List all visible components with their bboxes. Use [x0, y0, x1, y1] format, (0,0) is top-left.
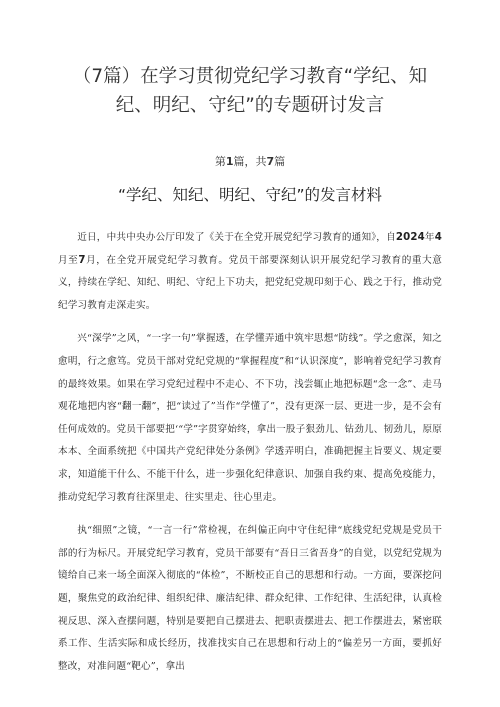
document-title: （7篇）在学习贯彻党纪学习教育“学纪、知纪、明纪、守纪”的专题研讨发言 [72, 66, 428, 116]
section-number: 1 [225, 155, 234, 168]
paragraph-self-check: 执“细照”之镜，“一言一行”常检视，在纠偏正向中守住纪律“底线党纪党规是党员干部的行为标尺。开展党纪学习教育，党员干部要有“吾日三省吾身”的自觉，以党纪党规为镜给自己来一场全面深入彻底的“体检”，不断校正自己的思想和行动。一方面，要深挖问题，聚焦党的政治纪律、组织纪律、廉洁纪律、群众纪律、工作纪律、生活纪律，认真检视反思、深入查摆问题，特别是要把自己摆进去、把职责摆进去、把工作摆进去，紧密联系工作、生活实际和成长经历，找准找实自己在思想和行动上的“偏差另一方面，要抓好整改，对准问题“靶心”，拿出 [58, 525, 442, 672]
intro-text-a: 近日，中共中央办公厅印发了《关于在全党开展党纪学习教育的通知》，自 [77, 232, 396, 243]
section-total: 7 [266, 155, 275, 168]
date-end: 7 [78, 254, 86, 266]
paragraph-deep-study: 兴“深学”之风，“一字一句”掌握透，在学懂弄通中筑牢思想“防线”。学之愈深，知之愈明，行之愈笃。党员干部对党纪党规的“掌握程度”和“认识深度”，影响着党纪学习教育的最终效果。如果在学习党纪过程中不走心、不下功，浅尝辄止地把标题“念一念”、走马观花地把内容“翻一翻”，把“读过了”当作“学懂了”，没有更深一层、更进一步，是不会有任何成效的。党员干部要把‘“学”字贯穿始终，拿出一股子狠劲儿、钻劲儿、韧劲儿，原原本本、全面系统把《中国共产党纪律处分条例》学透弄明白，准确把握主旨要义、规定要求，知道能干什么、不能干什么，进一步强化纪律意识、加强自我约束、提高免疫能力，推动党纪学习教育往深里走、往实里走、往心里走。 [58, 333, 442, 503]
intro-text-b: 月，在全党开展党纪学习教育。党员干部要深刻认识开展党纪学习教育的重大意义，持续在学纪、知纪、明纪、守纪上下功夫，把党纪党规印刻于心、践之于行，推动党纪学习教育走深走实。 [58, 254, 442, 311]
section-suffix: 篇 [274, 155, 286, 168]
date-month-unit: 月至 [58, 254, 79, 266]
paragraph-intro [58, 227, 442, 317]
date-year: 2024 [395, 232, 425, 243]
section-subtitle: “学纪、知纪、明纪、守纪”的发言材料 [117, 186, 383, 204]
section-indicator [58, 154, 442, 170]
date-month: 4 [434, 232, 442, 243]
section-prefix: 第 [214, 155, 226, 168]
date-year-unit: 年 [424, 232, 435, 243]
section-mid: 篇，共 [233, 155, 267, 168]
